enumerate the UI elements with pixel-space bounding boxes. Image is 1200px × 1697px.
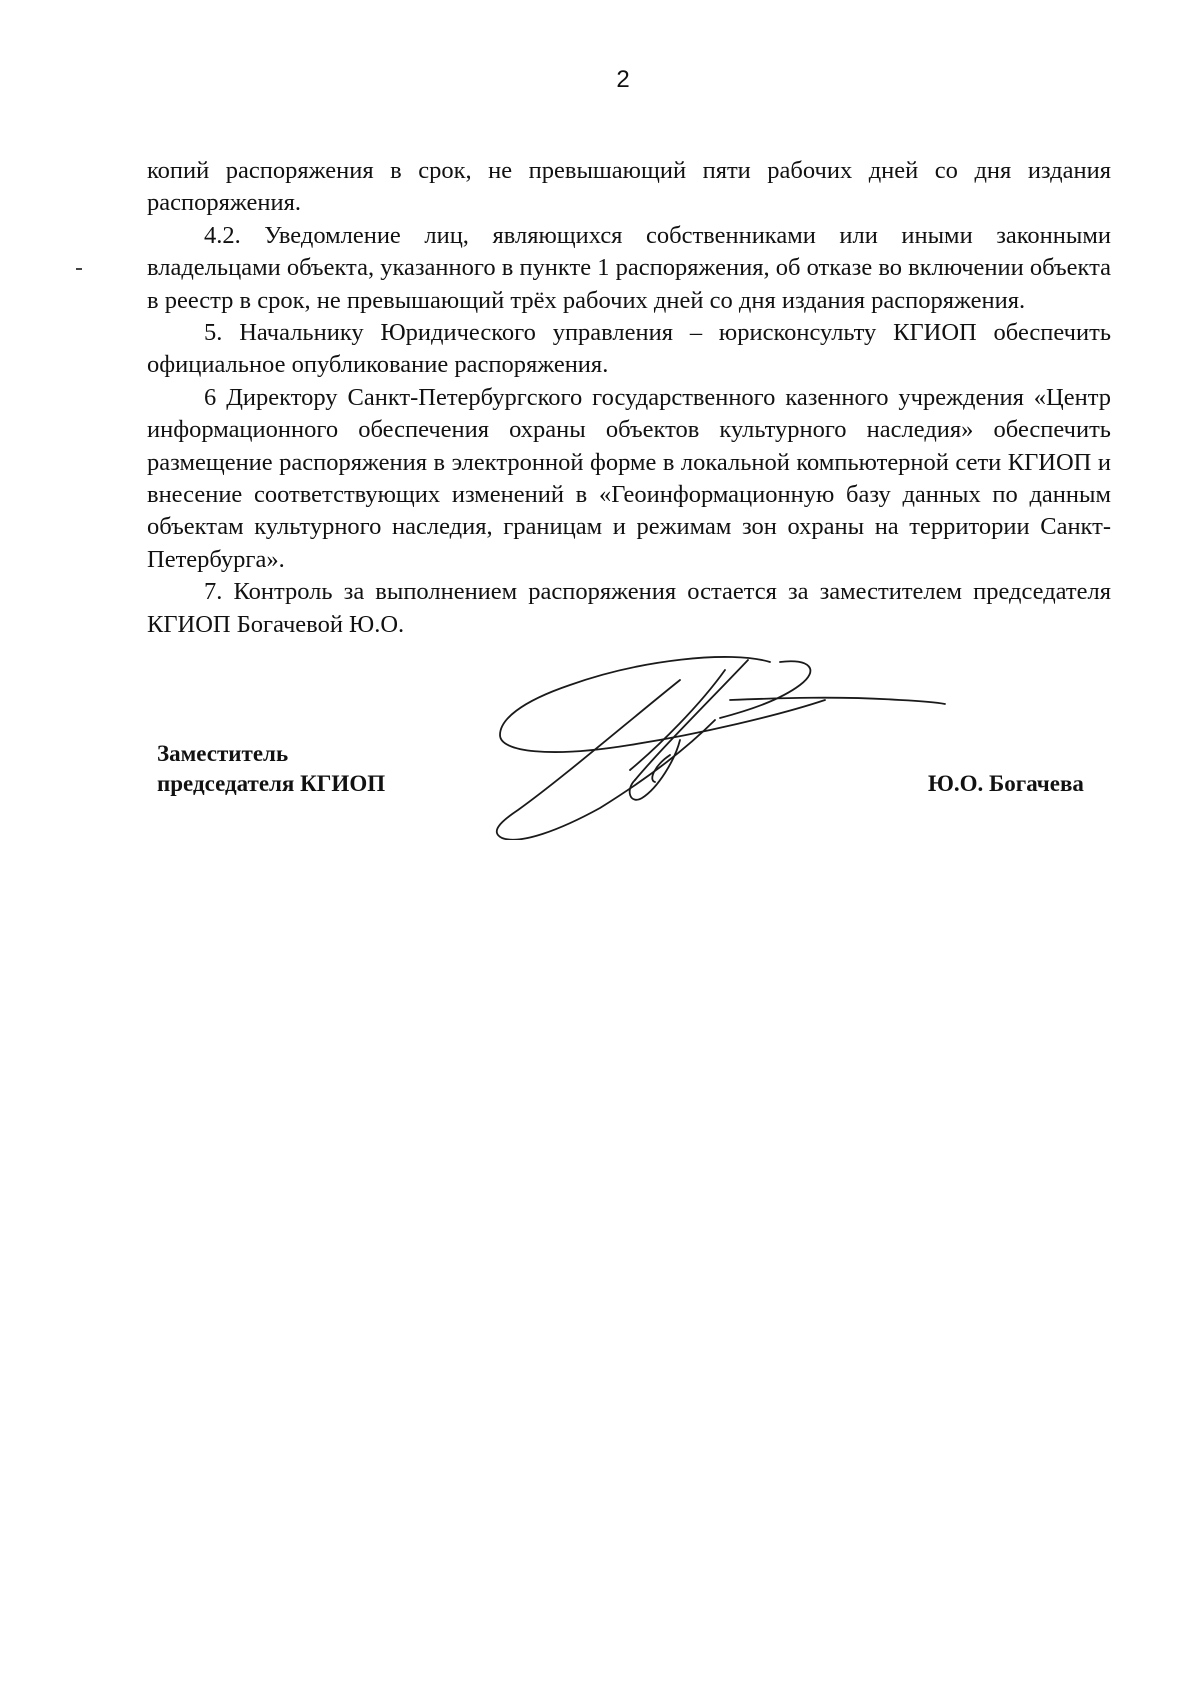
signatory-name: Ю.О. Богачева [928, 771, 1084, 796]
signatory-position-line2: председателя КГИОП [157, 771, 386, 796]
handwritten-signature [480, 640, 960, 840]
paragraph-6: 6 Директору Санкт-Петербургского государственного казенного учреждения «Центр информационного обеспечения охраны объектов культурного наследия» обеспечить размещение распоряжения в электронной форме в локальной компьютерной сети КГИОП и внесение соответствующих изменений в «Геоинформационную базу данных по данным объектам культурного наследия, границам и режимам зон охраны на территории Санкт-Петербурга». [147, 383, 1111, 573]
page-number: 2 [616, 66, 630, 93]
paragraph-4-2: 4.2. Уведомление лиц, являющихся собственниками или иными законными владельцами объекта, указанного в пункте 1 распоряжения, об отказе во включении объекта в реестр в срок, не превышающий трёх рабочих дней со дня издания распоряжения. [147, 221, 1111, 314]
signatory-position [157, 739, 385, 799]
paragraph-5: 5. Начальнику Юридического управления – юрисконсульту КГИОП обеспечить официальное опубликование распоряжения. [147, 319, 1111, 379]
paragraph-7: 7. Контроль за выполнением распоряжения остается за заместителем председателя КГИОП Богачевой Ю.О. [147, 578, 1111, 638]
signatory-position-line1: Заместитель [157, 741, 289, 766]
margin-mark [76, 268, 82, 270]
paragraph-continuation: копий распоряжения в срок, не превышающий пяти рабочих дней со дня издания распоряжения. [147, 157, 1111, 217]
document-body [147, 155, 1111, 641]
